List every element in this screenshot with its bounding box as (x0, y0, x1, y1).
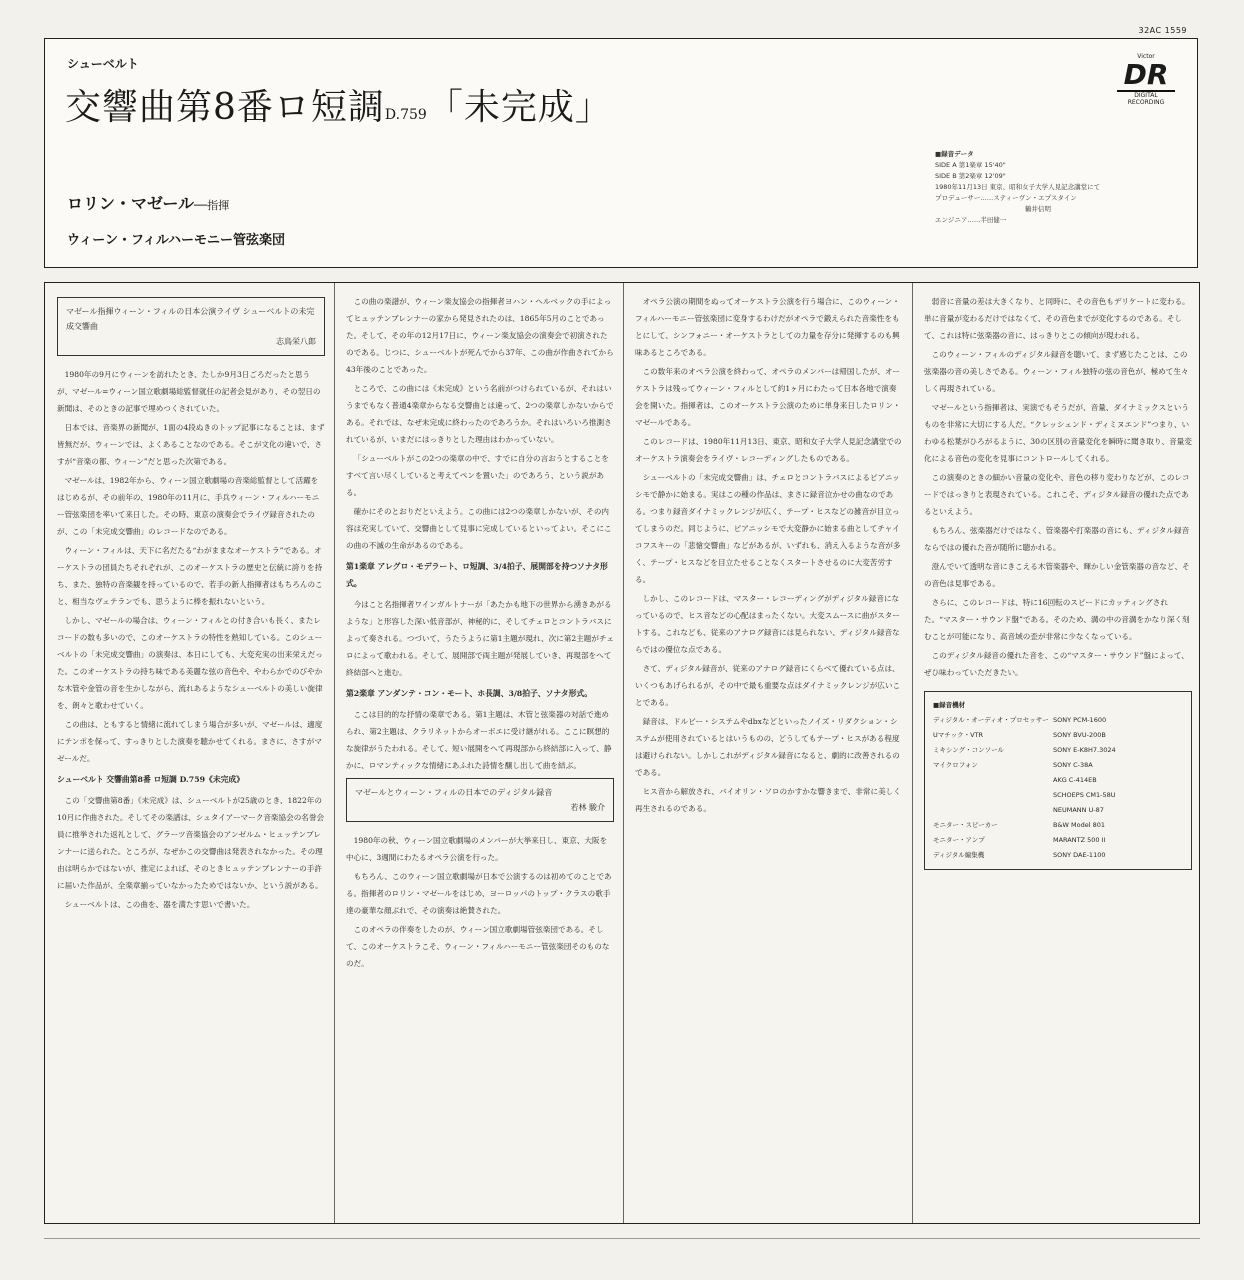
paragraph: この演奏のときの細かい音量の変化や、音色の移り変わりなどが、このレコードではっきりと表現されている。これこそ、ディジタル録音の優れた点であるといえよう。 (924, 473, 1190, 516)
paragraph: もちろん、弦楽器だけではなく、管楽器や打楽器の音にも、ディジタル録音ならではの優れた音が随所に聴かれる。 (924, 526, 1190, 552)
paragraph: このウィーン・フィルのディジタル録音を聴いて、まず感じたことは、この弦楽器の音の美しさである。ウィーン・フィル独特の弦の音色が、極めて生々しく再現されている。 (924, 350, 1189, 393)
paragraph: マゼールは、1982年から、ウィーン国立歌劇場の音楽総監督として活躍をはじめるが、その前年の、1980年の11月に、手兵ウィーン・フィルハーモニー管弦楽団を率いて来日した。その時、東京の演奏会でライヴ録音されたのが、この「未完成交響曲」のレコードなのである。 (57, 476, 320, 536)
paragraph: 今はこと名指揮者ワインガルトナーが「あたかも地下の世界から湧きあがるような」と形容した深い低音部が、神秘的に、そしてチェロとコントラバスによって奏される。つづいて、うたうように第1主題が現れ、次に第2主題がチェロによって歌われる。そして、展開部で両主題が発展していき、再現部をへて終結部へと進む。 (346, 600, 614, 677)
paragraph: 日本では、音楽界の新聞が、1面の4段ぬきのトップ記事になることは、まず皆無だが、ウィーンでは、よくあることなのである。そこが文化の違いで、さすが“音楽の都、ウィーン”だと思った次第である。 (57, 423, 325, 466)
equipment-row (933, 773, 1183, 788)
title-deutsch: D.759 (384, 107, 427, 123)
paragraph: マゼールという指揮者は、実演でもそうだが、音量、ダイナミックスというものを非常に大切にする人だ。“クレッシェンド・ディミヌエンド”つまり、いわゆる松葉がひろがるように、30の区別の音量変化を瞬時に聞き取り、音量変化による音色の変化を見事にコントロールしてくれる。 (924, 403, 1192, 463)
equipment-value: SONY E-K8H7.3024 (1053, 746, 1116, 754)
paragraph: もちろん、このウィーン国立歌劇場が日本で公演するのは初めてのことである。指揮者のロリン・マゼールをはじめ、ヨーロッパのトップ・クラスの歌手達の豪華な顔ぶれで、その演奏は絶賛された。 (346, 872, 612, 915)
paragraph: このディジタル録音の優れた音を、この“マスター・サウンド”盤によって、ぜひ味わっていただきたい。 (924, 651, 1189, 677)
recording-data-line: エンジニア……半田健一 (935, 216, 1007, 224)
bottom-rule (44, 1238, 1200, 1239)
liner-notes-body (44, 282, 1200, 1224)
equipment-heading: ■録音機材 (933, 701, 966, 709)
column-divider (623, 283, 624, 1223)
recording-data-line: 鶴井信明 (1025, 205, 1051, 213)
recording-data-heading: ■録音データ (935, 150, 974, 158)
equipment-box (924, 691, 1192, 870)
equipment-value: SONY PCM-1600 (1053, 716, 1107, 724)
equipment-key: ディジタル・オーディオ・プロセッサー (933, 716, 1049, 724)
paragraph: この「交響曲第8番」《未完成》は、シューベルトが25歳のとき、1822年の10月に作曲された。そしてその楽譜は、シュタイアーマーク音楽協会の名誉会員に推挙された返礼として、グラーツ音楽協会のアンゼルム・ヒュッテンブレンナーに送られた。ところが、なぜかこの交響曲は発表されなかった。その理由は明らかではないが、推定によれば、そのときヒュッテンブレンナーの手許に届いた作品が、全楽章揃っていなかったためではないか、という説がある。 (57, 796, 325, 890)
recording-data-line: 1980年11月13日 東京、昭和女子大学人見記念講堂にて (935, 183, 1101, 191)
equipment-row (933, 788, 1183, 803)
text-column-1 (57, 293, 325, 1215)
paragraph: さて、ディジタル録音が、従来のアナログ録音にくらべて優れている点は、いくつもあげられるが、その中で最も重要な点はダイナミックレンジが広いことである。 (635, 664, 901, 707)
paragraph: この曲は、ともすると情緒に流れてしまう場合が多いが、マゼールは、適度にテンポを保って、すっきりとした演奏を聴かせてくれる。まさに、さすがマゼールだ。 (57, 720, 323, 763)
logo-brand: Victor (1137, 53, 1155, 60)
text-column-2 (346, 293, 614, 1215)
essay-title-box (346, 778, 614, 822)
equipment-value: SONY BVU-200B (1053, 731, 1106, 739)
equipment-value: SCHOEPS CM1-58U (1053, 791, 1116, 799)
paragraph: 澄んでいて透明な音にきこえる木管楽器や、輝かしい金管楽器の音など、その音色は見事である。 (924, 562, 1190, 588)
paragraph: この数年来のオペラ公演を終わって、オペラのメンバーは帰国したが、オーケストラは残ってウィーン・フィルとして約1ヶ月にわたって日本各地で演奏会を開いた。指揮者は、このオーケストラ公演のために単身来日したロリン・マゼールである。 (635, 367, 901, 427)
paragraph: このレコードは、1980年11月13日、東京、昭和女子大学人見記念講堂でのオーケストラ演奏会をライヴ・レコーディングしたものである。 (635, 437, 902, 463)
work-subheading: シューベルト 交響曲第8番 ロ短調 D.759《未完成》 (57, 775, 245, 784)
paragraph: 1980年の秋、ウィーン国立歌劇場のメンバーが大挙来日し、東京、大阪を中心に、3週間にわたるオペラ公演を行った。 (346, 836, 608, 862)
paragraph: さらに、このレコードは、特に16回転のスピードにカッティングされた。“マスター・サウンド盤”である。そのため、溝の中の音溝をかなり深く刻むことが可能になり、高音域の歪が非常に少なくなっている。 (924, 598, 1190, 641)
equipment-row (933, 728, 1183, 743)
recording-data-line: SIDE B 第2楽章 12'09" (935, 172, 1006, 180)
paragraph: ヒス音から解放され、バイオリン・ソロのかすかな響きまで、非常に美しく再生されるのである。 (635, 787, 901, 813)
equipment-row (933, 758, 1183, 773)
equipment-row (933, 848, 1183, 863)
paragraph: ところで、この曲には《未完成》という名前がつけられているが、それはいうまでもなく普通4楽章からなる交響曲とは違って、2つの楽章しかないからである。それでは、なぜ未完成に終わったのであろうか。それはいろいろ推測されているが、いまだにはっきりとした理由はわかっていない。 (346, 384, 614, 444)
text-column-4 (924, 293, 1192, 1215)
recording-data-line: プロデューサー……スティーヴン・エプスタイン (935, 194, 1077, 202)
essay-author: 若林 駿介 (570, 803, 605, 812)
catalog-number: 32AC 1559 (1138, 26, 1187, 35)
orchestra-name: ウィーン・フィルハーモニー管弦楽団 (67, 233, 286, 248)
equipment-key (933, 773, 1053, 788)
recording-data-line: SIDE A 第1楽章 15'40" (935, 161, 1006, 169)
equipment-row (933, 713, 1183, 728)
equipment-key: マイクロフォン (933, 761, 978, 769)
essay-title: マゼール指揮ウィーン・フィルの日本公演ライヴ シューベルトの未完成交響曲 (66, 307, 315, 331)
title-main: 交響曲第8番ロ短調 (65, 87, 385, 128)
essay-title: マゼールとウィーン・フィルの日本でのディジタル録音 (355, 788, 553, 797)
text-column-3 (635, 293, 903, 1215)
dr-logo (1117, 53, 1175, 106)
equipment-row (933, 818, 1183, 833)
paragraph: オペラ公演の期間をぬってオーケストラ公演を行う場合に、このウィーン・フィルハーモニー管弦楽団に変身するわけだがオペラで鍛えられた音楽性をもとにして、シンフォニー・オーケストラとしての力量を存分に発揮するのも興味あるところである。 (635, 297, 900, 357)
movement-heading: 第2楽章 アンダンテ・コン・モート、ホ長調、3/8拍子、ソナタ形式。 (346, 689, 592, 698)
column-divider (912, 283, 913, 1223)
paragraph: シューベルトの「未完成交響曲」は、チェロとコントラバスによるピアニッシモで静かに始まる。実はこの種の作品は、まさに録音泣かせの曲なのである。つまり録音ダイナミックレンジが広く、テープ・ヒスなどの雑音が目立ってしまうのだ。同じように、ピアニッシモで大変静かに始まる曲としてチャイコフスキーの「悲愴交響曲」などがあるが、いずれも、消え入るような音が多く、テープ・ヒスなどを目立たせることなくスタートさせるのに大変苦労する。 (635, 473, 901, 584)
composer-name: シューベルト (67, 57, 139, 71)
equipment-value: SONY C-38A (1053, 761, 1093, 769)
equipment-value: NEUMANN U-87 (1053, 806, 1104, 814)
paragraph: このオペラの伴奏をしたのが、ウィーン国立歌劇場管弦楽団である。そして、このオーケストラこそ、ウィーン・フィルハーモニー管弦楽団そのものなのだ。 (346, 925, 610, 968)
logo-text: DR (1123, 58, 1169, 91)
logo-sub: DIGITAL RECORDING (1117, 90, 1175, 106)
title-sub: 「未完成」 (426, 87, 612, 128)
equipment-key (933, 803, 1053, 818)
equipment-key: モニター・スピーカー (933, 821, 998, 829)
equipment-key (933, 788, 1053, 803)
header-box (44, 26, 1198, 268)
paragraph: 確かにそのとおりだといえよう。この曲には2つの楽章しかないが、その内容は充実していて、交響曲として見事に完成しているといってよい。そこにこの曲の不滅の生命があるのである。 (346, 507, 612, 550)
equipment-value: B&W Model 801 (1053, 821, 1106, 829)
conductor-role: ──指揮 (194, 199, 230, 212)
equipment-row (933, 803, 1183, 818)
paragraph: ここは目的的な抒情の楽章である。第1主題は、木管と弦楽器の対話で進められ、第2主題は、クラリネットからオーボエに受け継がれる。ここに瞑想的な旋律がうたわれる。そして、短い展開をへて再現部から終結部に入って、静かに、ロマンティックな情緒にあふれた詩情を醸し出して曲を結ぶ。 (346, 710, 612, 770)
paragraph: 弱音に音量の差は大きくなり、と同時に、その音色もデリケートに変わる。単に音量が変わるだけではなくて、その音色までが変化するのである。そして、これは特に弦楽器の音に、はっきりとこの傾向が現われる。 (924, 297, 1190, 340)
equipment-row (933, 743, 1183, 758)
paragraph: シューベルトは、この曲を、器を満たす思いで書いた。 (64, 900, 255, 909)
equipment-row (933, 833, 1183, 848)
essay-title-box (57, 297, 325, 356)
paragraph: この曲の楽譜が、ウィーン楽友協会の指揮者ヨハン・ヘルベックの手によってヒュッテンブレンナーの家から発見されたのは、1865年5月のことであった。そして、その年の12月17日に、ウィーン楽友協会の演奏会で初演されたのである。じつに、シューベルトが死んでから37年、この曲が作曲されてから43年後のことであった。 (346, 297, 614, 374)
recording-data (935, 149, 1195, 226)
equipment-key: ミキシング・コンソール (933, 746, 1005, 754)
equipment-key: ディジタル編集機 (933, 851, 985, 859)
paragraph: しかし、このレコードは、マスター・レコーディングがディジタル録音になっているので、ヒス音などの心配はまったくない。大変スムースに曲がスタートする。これなども、従来のアナログ録音には見られない、ディジタル録音ならではの優位な点である。 (635, 594, 900, 654)
movement-heading: 第1楽章 アレグロ・モデラート、ロ短調、3/4拍子、展開部を持つソナタ形式。 (346, 562, 608, 588)
conductor-name: ロリン・マゼール (67, 194, 195, 213)
column-divider (334, 283, 335, 1223)
paragraph: 「シューベルトがこの2つの楽章の中で、すでに自分の言おうとすることをすべて言い尽くしていると考えてペンを置いた」のであろう、という説がある。 (346, 454, 609, 497)
conductor (67, 191, 229, 214)
paragraph: ウィーン・フィルは、天下に名だたる“わがままなオーケストラ”である。オーケストラの団員たちそれぞれが、このオーケストラの歴史と伝統に誇りを持ち、また、独特の音楽観を持っているので、若手の新人指揮者はもちろんのこと、相当なヴェテランでも、思うように棒を振れないという。 (57, 546, 323, 606)
paragraph: 1980年の9月にウィーンを訪れたとき、たしか9月3日ごろだったと思うが、マゼール=ウィーン国立歌劇場総監督就任の記者会見があり、その翌日の新聞は、そのときの記事で埋めつくされていた。 (57, 370, 321, 413)
equipment-value: SONY DAE-1100 (1053, 851, 1106, 859)
paragraph: 録音は、ドルビー・システムやdbxなどといったノイズ・リダクション・システムが使用されているとはいうものの、どうしてもテープ・ヒスがある程度は避けられない。しかしこれがディジタル録音になると、劇的に改善されるのである。 (635, 717, 900, 777)
equipment-key: モニター・アンプ (933, 836, 985, 844)
essay-author: 志鳥栄八郎 (276, 337, 316, 346)
equipment-value: MARANTZ 500 II (1053, 836, 1106, 844)
equipment-key: Uマチック・VTR (933, 731, 983, 739)
work-title (65, 79, 612, 130)
equipment-value: AKG C-414EB (1053, 776, 1097, 784)
paragraph: しかし、マゼールの場合は、ウィーン・フィルとの付き合いも長く、またレコードの数も多いので、このオーケストラの特性を熟知している。このシューベルトの「未完成交響曲」の演奏は、本日にしても、大変充実の出来栄えだった。このオーケストラの持ち味である美麗な弦の音色や、やわらかでのびやかな木管や金管の音を生かしながら、流れあるようなシューベルトの美しい旋律を、朗々と歌わせていく。 (57, 616, 323, 710)
